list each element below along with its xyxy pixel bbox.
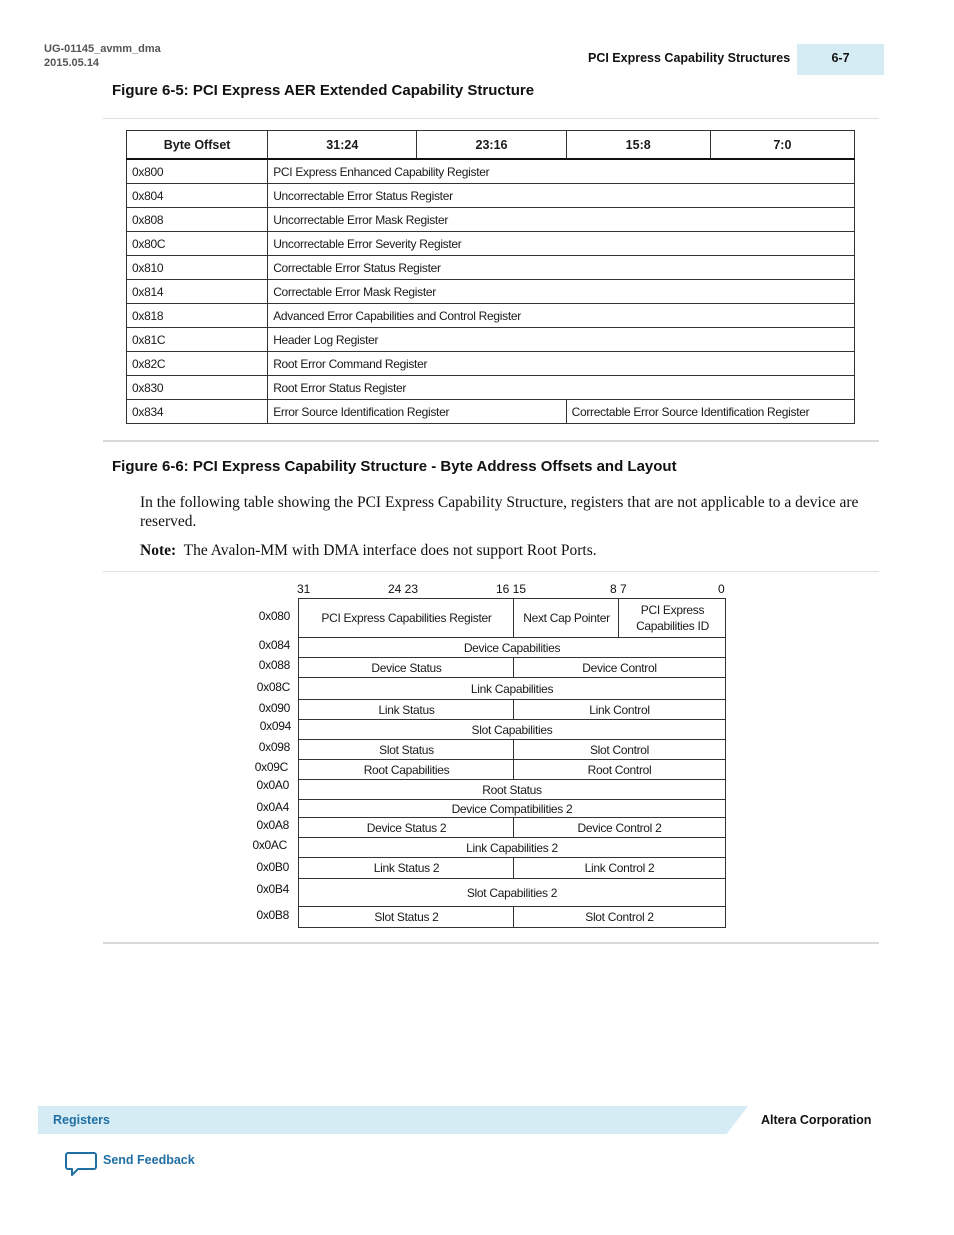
col-15-8: 15:8 — [566, 131, 710, 160]
bit-label-8-7: 8 7 — [610, 582, 627, 596]
aer-header-row — [127, 131, 855, 160]
register-cell: Slot Status — [379, 742, 434, 757]
figure-5-top-rule — [103, 118, 879, 119]
note-paragraph — [140, 541, 865, 560]
register-cell: Device Control 2 — [513, 818, 725, 837]
register-cell: Device Status 2 — [366, 820, 447, 835]
offset-label: 0x0A0 — [256, 778, 289, 792]
register-row-0x0A0 — [298, 779, 726, 800]
offset-label: 0x094 — [259, 719, 291, 733]
register-cell: Correctable Error Mask Register — [268, 280, 855, 304]
feedback-icon[interactable] — [65, 1150, 97, 1178]
footer-section-link[interactable]: Registers — [53, 1113, 110, 1127]
register-row-0x0B4 — [298, 878, 726, 907]
offset-cell: 0x814 — [127, 280, 268, 304]
table-row — [127, 184, 855, 208]
intro-paragraph: In the following table showing the PCI Express Capability Structure, registers that are not applicable to a device are reserved. — [140, 494, 859, 530]
register-cell: Header Log Register — [268, 328, 855, 352]
register-row-0x08C — [298, 677, 726, 700]
register-cell: Error Source Identification Register — [268, 400, 566, 424]
register-cell: Device Compatibilities 2 — [451, 801, 573, 816]
register-cell: Device Capabilities — [463, 640, 561, 655]
doc-id-text: UG-01145_avmm_dma — [44, 43, 161, 55]
register-row-0x09C — [298, 759, 726, 780]
register-cell: Root Capabilities — [363, 762, 450, 777]
offset-cell: 0x818 — [127, 304, 268, 328]
section-title: PCI Express Capability Structures — [588, 51, 791, 65]
offset-label: 0x0B0 — [256, 860, 289, 874]
aer-capability-table — [126, 130, 855, 424]
footer-bar — [38, 1106, 748, 1134]
col-7-0: 7:0 — [710, 131, 854, 160]
footer-company: Altera Corporation — [761, 1113, 872, 1127]
offset-label: 0x0B8 — [256, 908, 289, 922]
figure-6-top-rule — [103, 571, 879, 572]
register-row-0x080 — [298, 598, 726, 638]
register-row-0x0A8 — [298, 817, 726, 838]
doc-date: 2015.05.14 — [44, 57, 100, 69]
register-cell: Slot Control 2 — [513, 907, 725, 927]
register-cell: Slot Capabilities — [471, 722, 553, 737]
register-cell: PCI Express Enhanced Capability Register — [268, 159, 855, 184]
offset-label: 0x080 — [258, 609, 290, 623]
register-cell: Link Control — [513, 700, 725, 719]
register-row-0x088 — [298, 657, 726, 678]
register-row-0x094 — [298, 719, 726, 740]
register-row-0x0A4 — [298, 799, 726, 818]
figure-5-bottom-rule — [103, 440, 879, 442]
register-cell: PCI Express Capabilities Register — [321, 611, 492, 625]
offset-label: 0x0A4 — [256, 800, 289, 814]
table-row — [127, 280, 855, 304]
register-cell: Slot Capabilities 2 — [466, 885, 558, 900]
table-row — [127, 208, 855, 232]
note-label: Note: — [140, 542, 177, 559]
offset-label: 0x088 — [258, 658, 290, 672]
offset-label: 0x084 — [258, 638, 290, 652]
table-row — [127, 352, 855, 376]
register-row-0x098 — [298, 739, 726, 760]
offset-cell: 0x810 — [127, 256, 268, 280]
offset-label: 0x090 — [258, 701, 290, 715]
register-cell: Link Capabilities — [470, 681, 554, 696]
register-cell: Link Control 2 — [513, 858, 725, 878]
document-id — [44, 42, 161, 70]
register-cell: PCI Express Capabilities ID — [618, 599, 726, 637]
register-cell: Next Cap Pointer — [513, 599, 619, 637]
bit-label-24-23: 24 23 — [388, 582, 419, 596]
offset-cell: 0x800 — [127, 159, 268, 184]
register-cell: Uncorrectable Error Mask Register — [268, 208, 855, 232]
register-row-0x090 — [298, 699, 726, 720]
offset-label: 0x0A8 — [256, 818, 289, 832]
col-23-16: 23:16 — [417, 131, 566, 160]
register-cell: Root Error Status Register — [268, 376, 855, 400]
register-row-0x0B0 — [298, 857, 726, 879]
table-row — [127, 400, 855, 424]
register-row-0x0AC — [298, 837, 726, 858]
figure-6-title: Figure 6-6: PCI Express Capability Structure - Byte Address Offsets and Layout — [112, 458, 677, 475]
register-row-0x084 — [298, 637, 726, 658]
table-row — [127, 328, 855, 352]
offset-cell: 0x804 — [127, 184, 268, 208]
register-cell: Root Error Command Register — [268, 352, 855, 376]
offset-cell: 0x81C — [127, 328, 268, 352]
page-number: 6-7 — [831, 51, 850, 65]
table-row — [127, 256, 855, 280]
register-cell: Correctable Error Status Register — [268, 256, 855, 280]
offset-cell: 0x82C — [127, 352, 268, 376]
offset-cell: 0x808 — [127, 208, 268, 232]
table-row — [127, 159, 855, 184]
table-row — [127, 232, 855, 256]
register-cell: Link Capabilities 2 — [466, 840, 558, 855]
register-cell: Root Status — [482, 782, 542, 797]
col-31-24: 31:24 — [268, 131, 417, 160]
register-cell: Link Status — [378, 702, 435, 717]
register-cell: Advanced Error Capabilities and Control Register — [268, 304, 855, 328]
register-cell: Device Control — [513, 658, 725, 677]
register-cell: Slot Status 2 — [374, 910, 439, 924]
offset-label: 0x098 — [258, 740, 290, 754]
offset-cell: 0x830 — [127, 376, 268, 400]
bit-label-31: 31 — [297, 582, 311, 596]
figure-6-bottom-rule — [103, 942, 879, 944]
offset-label: 0x09C — [254, 760, 288, 774]
register-cell: Correctable Error Source Identification Register — [566, 400, 854, 424]
register-cell: Slot Control — [513, 740, 725, 759]
offset-cell: 0x80C — [127, 232, 268, 256]
bit-label-16-15: 16 15 — [496, 582, 527, 596]
offset-label: 0x0AC — [252, 838, 287, 852]
register-row-0x0B8 — [298, 906, 726, 928]
register-cell: Device Status — [371, 660, 442, 675]
note-text: The Avalon-MM with DMA interface does not support Root Ports. — [183, 542, 597, 559]
register-cell: Uncorrectable Error Severity Register — [268, 232, 855, 256]
bit-label-0: 0 — [718, 582, 725, 596]
table-row — [127, 376, 855, 400]
col-byte-offset: Byte Offset — [127, 131, 268, 160]
register-cell: Uncorrectable Error Status Register — [268, 184, 855, 208]
table-row — [127, 304, 855, 328]
offset-cell: 0x834 — [127, 400, 268, 424]
figure-5-title: Figure 6-5: PCI Express AER Extended Capability Structure — [112, 82, 535, 99]
register-cell: Root Control — [513, 760, 725, 779]
register-cell: Link Status 2 — [373, 861, 440, 875]
offset-label: 0x0B4 — [256, 882, 289, 896]
offset-label: 0x08C — [256, 680, 290, 694]
send-feedback-link[interactable]: Send Feedback — [103, 1153, 195, 1167]
